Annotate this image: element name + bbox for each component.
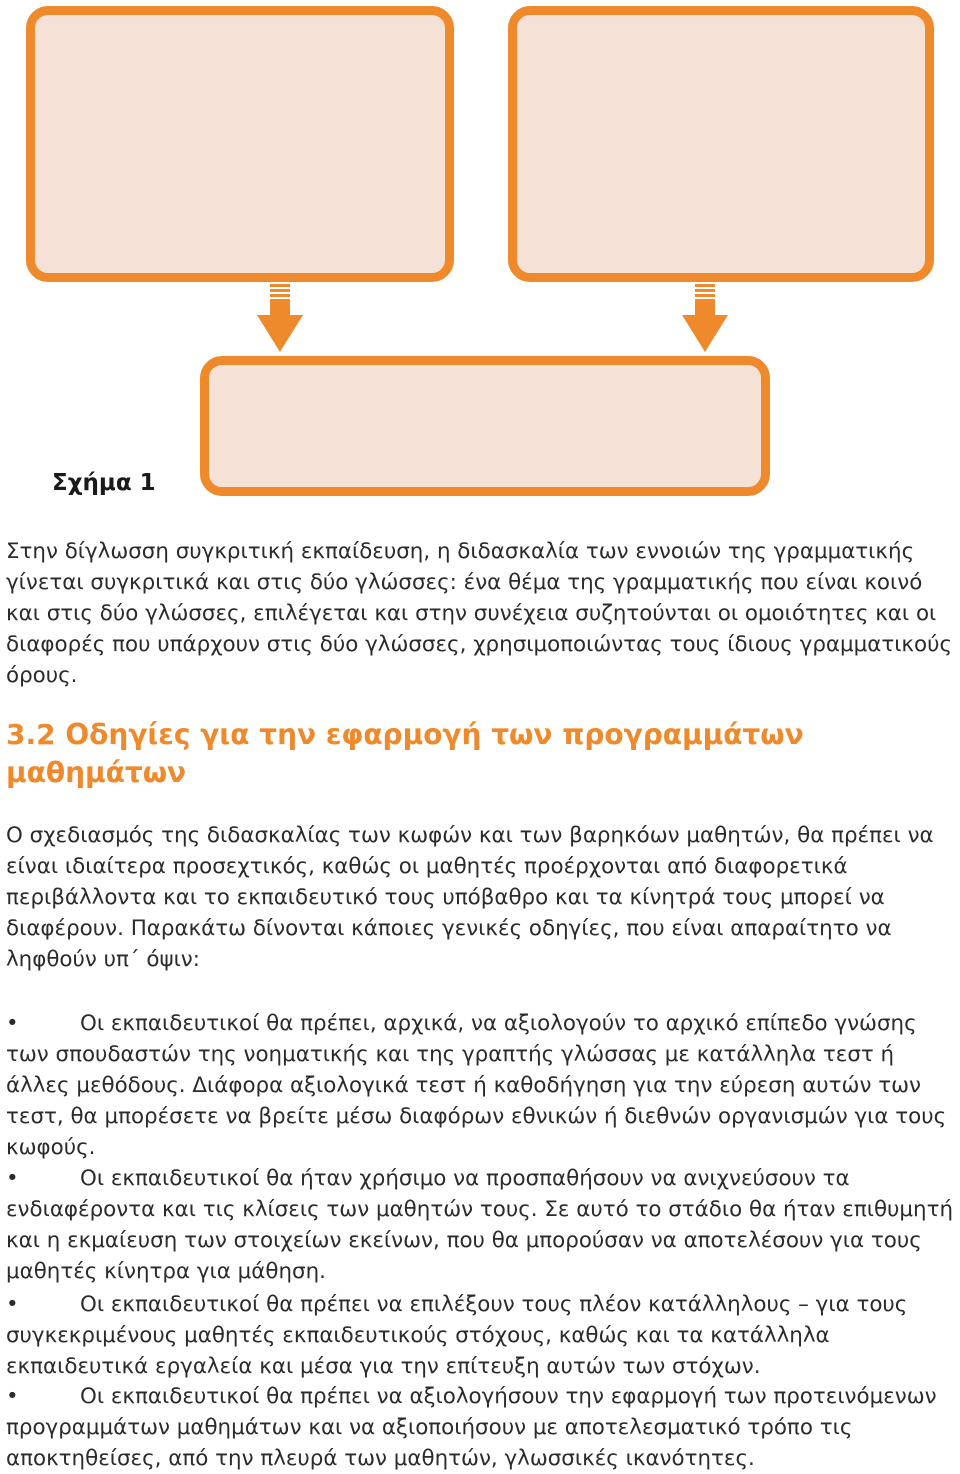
diagram-box-right (508, 6, 934, 282)
figure-caption: Σχήμα 1 (52, 470, 156, 496)
list-item-text: Οι εκπαιδευτικοί θα ήταν χρήσιμο να προσπαθήσουν να ανιχνεύσουν τα ενδιαφέροντα και τις κλίσεις των μαθητών τους. Σε αυτό το στάδιο θα ήταν επιθυμητή και η εκμαίευση των στοιχείων εκείνων, που θα μπορούσαν να αποτελέσουν για τους μαθητές κίνητρα για μάθηση. (6, 1166, 954, 1284)
bullet-icon: • (6, 1166, 19, 1191)
diagram-box-result (200, 356, 770, 496)
down-arrow-icon (257, 284, 303, 352)
list-item-text: Οι εκπαιδευτικοί θα πρέπει, αρχικά, να αξιολογούν το αρχικό επίπεδο γνώσης των σπουδαστών της νοηματικής και της γραπτής γλώσσας με κατάλληλα τεστ ή άλλες μεθόδους. Διάφορα αξιολογικά τεστ ή καθοδήγηση για την εύρεση αυτών των τεστ, θα μπορέσετε να βρείτε μέσω διαφόρων εθνικών ή διεθνών οργανισμών για τους κωφούς. (6, 1011, 947, 1160)
bullet-icon: • (6, 1292, 19, 1317)
list-item (6, 1289, 958, 1382)
list-item (6, 1381, 958, 1474)
diagram-box-left (26, 6, 454, 282)
down-arrow-icon (682, 284, 728, 352)
section-heading: 3.2 Οδηγίες για την εφαρμογή των προγραμμάτων μαθημάτων (6, 718, 804, 789)
bullet-icon: • (6, 1384, 19, 1409)
list-item-text: Οι εκπαιδευτικοί θα πρέπει να αξιολογήσουν την εφαρμογή των προτεινόμενων προγραμμάτων μαθημάτων και να αξιοποιήσουν με αποτελεσματικό τρόπο τις αποκτηθείσες, από την πλευρά των μαθητών, γλωσσικές ικανότητες. (6, 1384, 937, 1471)
list-item-text: Οι εκπαιδευτικοί θα πρέπει να επιλέξουν τους πλέον κατάλληλους – για τους συγκεκριμένους μαθητές εκπαιδευτικούς στόχους, καθώς και τα κατάλληλα εκπαιδευτικά εργαλεία και μέσα για την επίτευξη αυτών των στόχων. (6, 1292, 908, 1379)
bullet-icon: • (6, 1011, 19, 1036)
list-item (6, 1163, 958, 1287)
section-intro-paragraph: Ο σχεδιασμός της διδασκαλίας των κωφών και των βαρηκόων μαθητών, θα πρέπει να είναι ιδιαίτερα προσεχτικός, καθώς οι μαθητές προέρχονται από διαφορετικά περιβάλλοντα και το εκπαιδευτικό τους υπόβαθρο και τα κίνητρά τους μπορεί να διαφέρουν. Παρακάτω δίνονται κάποιες γενικές οδηγίες, που είναι απαραίτητο να ληφθούν υπ΄ όψιν: (6, 823, 934, 972)
list-item (6, 1008, 958, 1163)
intro-paragraph: Στην δίγλωσση συγκριτική εκπαίδευση, η διδασκαλία των εννοιών της γραμματικής γίνεται συγκριτικά και στις δύο γλώσσες: ένα θέμα της γραμματικής που είναι κοινό και στις δύο γλώσσες, επιλέγεται και στην συνέχεια συζητούνται οι ομοιότητες και οι διαφορές που υπάρχουν στις δύο γλώσσες, χρησιμοποιώντας τους ίδιους γραμματικούς όρους. (6, 539, 953, 688)
